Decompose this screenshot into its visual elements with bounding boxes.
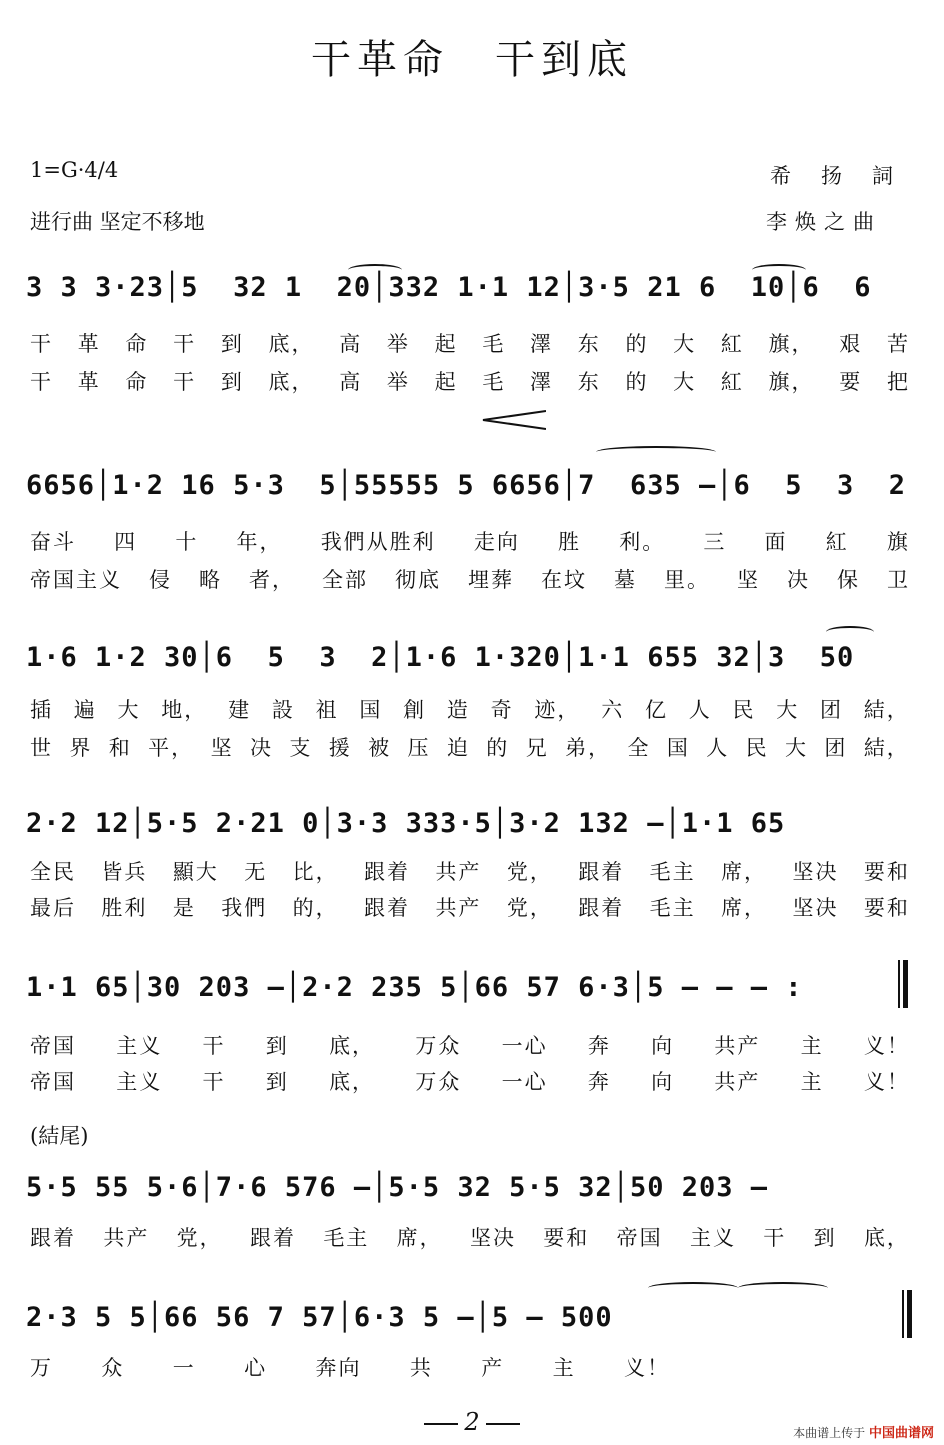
lyric-syllable: 最后: [30, 896, 76, 920]
lyric-syllable: 东: [577, 370, 601, 394]
lyric-syllable: 坚: [737, 568, 760, 592]
lyric-syllable: 年，: [236, 530, 283, 554]
lyric-syllable: 的，: [292, 896, 339, 920]
lyric-syllable: 向: [651, 1034, 675, 1058]
lyric-syllable: 六: [601, 698, 625, 722]
lyric-line-1: [30, 856, 910, 886]
lyric-syllable: 被: [368, 736, 392, 760]
lyric-syllable: 干: [202, 1034, 226, 1058]
lyric-syllable: 走向: [473, 530, 520, 554]
lyric-syllable: 是: [172, 896, 196, 920]
lyric-syllable: 义！: [863, 1034, 910, 1058]
lyric-syllable: 要和: [863, 896, 910, 920]
lyric-syllable: 弟，: [565, 736, 612, 760]
lyric-syllable: 艰: [839, 332, 863, 356]
staff-system-4: [26, 796, 920, 844]
lyric-line-2: [30, 732, 910, 762]
lyric-syllable: 跟着: [30, 1226, 76, 1250]
notation-line: 2·2 12│5·5 2·21 0│3·3 333·5│3·2 132 —│1·1 65: [26, 808, 786, 839]
lyric-line-2: [30, 1066, 910, 1096]
lyric-syllable: 略: [199, 568, 222, 592]
slur-mark: [348, 264, 402, 276]
site-watermark: [793, 1422, 934, 1441]
lyric-syllable: 人: [706, 736, 730, 760]
lyric-syllable: 設: [271, 698, 295, 722]
slur-mark: [752, 264, 806, 276]
lyric-syllable: 造: [446, 698, 470, 722]
lyric-syllable: 紅: [720, 370, 744, 394]
lyric-syllable: 万众: [415, 1070, 462, 1094]
lyric-syllable: 跟着: [578, 896, 625, 920]
lyric-syllable: 旗，: [768, 332, 815, 356]
lyric-syllable: 奔: [587, 1034, 611, 1058]
lyric-syllable: 干: [202, 1070, 226, 1094]
lyric-syllable: 帝国: [616, 1226, 663, 1250]
lyric-syllable: 墓: [614, 568, 637, 592]
lyric-syllable: 无: [244, 860, 268, 884]
lyric-syllable: 紅: [720, 332, 744, 356]
notation-line: 6656│1·2 16 5·3 5│55555 5 6656│7 635 —│6 5 3 2: [26, 470, 907, 501]
lyric-syllable: 革: [77, 332, 101, 356]
lyric-syllable: 旗: [886, 530, 910, 554]
tempo-marking: 进行曲 坚定不移地: [30, 210, 205, 234]
lyric-syllable: 的: [625, 332, 649, 356]
lyric-syllable: 民: [732, 698, 756, 722]
lyric-syllable: 結，: [863, 736, 910, 760]
lyric-syllable: 席，: [721, 896, 768, 920]
staff-system-3: [26, 630, 920, 678]
lyric-syllable: 全部: [322, 568, 368, 592]
lyric-syllable: 决: [249, 736, 273, 760]
lyric-syllable: 建: [228, 698, 252, 722]
lyric-syllable: 人: [688, 698, 712, 722]
lyric-syllable: 界: [69, 736, 93, 760]
staff-system-6: [26, 1160, 920, 1208]
staff-system-2: [26, 458, 920, 506]
lyric-syllable: 干: [763, 1226, 787, 1250]
lyric-line-2: [30, 892, 910, 922]
lyric-syllable: 起: [434, 370, 458, 394]
final-barline: [902, 1290, 912, 1338]
lyric-syllable: 主: [800, 1070, 824, 1094]
lyric-syllable: 举: [386, 370, 410, 394]
lyric-line-1: [30, 328, 910, 358]
lyric-syllable: 国: [359, 698, 383, 722]
lyric-syllable: 要和: [863, 860, 910, 884]
lyric-syllable: 祖: [315, 698, 339, 722]
lyric-line-1: [30, 1352, 670, 1382]
lyric-syllable: 产: [481, 1356, 505, 1380]
lyric-syllable: 共产: [103, 1226, 150, 1250]
notation-line: 2·3 5 5│66 56 7 57│6·3 5 —│5 — 500: [26, 1302, 613, 1333]
lyric-syllable: 支: [289, 736, 313, 760]
lyric-syllable: 毛主: [649, 860, 696, 884]
lyric-syllable: 义！: [624, 1356, 670, 1380]
lyric-syllable: 命: [125, 332, 149, 356]
lyric-syllable: 奋斗: [30, 530, 76, 554]
lyric-syllable: 主义: [116, 1070, 163, 1094]
lyric-syllable: 澤: [530, 332, 554, 356]
lyric-syllable: 埋葬: [468, 568, 514, 592]
lyric-syllable: 命: [125, 370, 149, 394]
page-title: 干革命 干到底: [311, 37, 633, 83]
lyric-line-1: [30, 1030, 910, 1060]
lyric-syllable: 坚决: [469, 1226, 516, 1250]
lyric-line-1: [30, 694, 910, 724]
lyric-syllable: 旗，: [768, 370, 815, 394]
lyric-syllable: 插: [30, 698, 53, 722]
lyric-syllable: 坚决: [792, 896, 839, 920]
lyric-syllable: 在坟: [541, 568, 587, 592]
lyric-syllable: 結，: [863, 698, 910, 722]
lyric-syllable: 主义: [689, 1226, 736, 1250]
lyric-line-2: [30, 366, 910, 396]
lyric-syllable: 利。: [619, 530, 666, 554]
lyric-syllable: 迹，: [534, 698, 581, 722]
lyric-syllable: 一心: [501, 1070, 548, 1094]
page-number: 2: [0, 1408, 944, 1436]
lyric-syllable: 共: [409, 1356, 433, 1380]
lyric-syllable: 毛主: [649, 896, 696, 920]
lyric-syllable: 干: [30, 370, 53, 394]
lyric-syllable: 三: [703, 530, 727, 554]
lyric-syllable: 起: [434, 332, 458, 356]
lyric-syllable: 和: [108, 736, 132, 760]
notation-line: 3 3 3·23│5 32 1 20│332 1·1 12│3·5 21 6 10│6 6: [26, 272, 872, 303]
lyric-syllable: 的: [625, 370, 649, 394]
lyric-syllable: 毛: [482, 332, 506, 356]
lyric-syllable: 底，: [863, 1226, 910, 1250]
lyric-syllable: 东: [577, 332, 601, 356]
lyric-syllable: 席，: [396, 1226, 443, 1250]
lyric-syllable: 帝国: [30, 1034, 76, 1058]
lyric-syllable: 压: [407, 736, 431, 760]
lyric-syllable: 毛主: [323, 1226, 370, 1250]
lyric-syllable: 胜: [558, 530, 582, 554]
lyric-syllable: 决: [787, 568, 810, 592]
lyric-syllable: 团: [820, 698, 844, 722]
lyric-line-1: [30, 526, 910, 556]
lyric-syllable: 跟着: [578, 860, 625, 884]
lyric-syllable: 团: [824, 736, 848, 760]
staff-system-7: [26, 1290, 920, 1338]
lyric-syllable: 奔: [587, 1070, 611, 1094]
lyric-syllable: 底，: [329, 1034, 376, 1058]
lyric-syllable: 高: [339, 332, 363, 356]
lyric-syllable: 創: [403, 698, 427, 722]
lyric-syllable: 我們: [221, 896, 268, 920]
lyric-syllable: 一心: [501, 1034, 548, 1058]
lyric-syllable: 大: [673, 332, 697, 356]
lyric-syllable: 万: [30, 1356, 53, 1380]
lyric-syllable: 卫: [887, 568, 910, 592]
lyric-syllable: 毛: [482, 370, 506, 394]
lyric-syllable: 迫: [446, 736, 470, 760]
notation-line: 1·1 65│30 203 —│2·2 235 5│66 57 6·3│5 — — — :: [26, 972, 803, 1003]
lyric-syllable: 到: [265, 1070, 289, 1094]
lyric-syllable: 众: [101, 1356, 125, 1380]
lyric-syllable: 高: [339, 370, 363, 394]
lyric-syllable: 主义: [116, 1034, 163, 1058]
lyric-syllable: 地，: [161, 698, 208, 722]
lyric-syllable: 保: [837, 568, 860, 592]
lyric-syllable: 党，: [506, 896, 553, 920]
lyric-syllable: 共产: [714, 1034, 761, 1058]
notation-line: 1·6 1·2 30│6 5 3 2│1·6 1·320│1·1 655 32│3 50: [26, 642, 855, 673]
lyric-syllable: 十: [175, 530, 199, 554]
lyric-syllable: 苦: [886, 332, 910, 356]
repeat-barline: [898, 960, 908, 1008]
lyric-syllable: 党，: [506, 860, 553, 884]
lyric-line-2: [30, 564, 910, 594]
lyric-syllable: 干: [30, 332, 53, 356]
lyric-syllable: 大: [673, 370, 697, 394]
lyric-syllable: 面: [764, 530, 788, 554]
lyric-syllable: 大: [785, 736, 809, 760]
lyric-syllable: 革: [77, 370, 101, 394]
lyric-syllable: 底，: [268, 370, 315, 394]
lyric-syllable: 民: [745, 736, 769, 760]
slur-mark: [596, 446, 716, 458]
lyricist-credit: 希扬詞: [770, 164, 923, 188]
lyric-syllable: 干: [173, 370, 197, 394]
composer-credit: 李焕之曲: [766, 210, 882, 234]
lyric-syllable: 要和: [543, 1226, 590, 1250]
lyric-syllable: 到: [813, 1226, 837, 1250]
lyric-syllable: 侵: [149, 568, 172, 592]
lyric-syllable: 兄: [525, 736, 549, 760]
lyric-syllable: 共产: [714, 1070, 761, 1094]
lyric-syllable: 万众: [415, 1034, 462, 1058]
lyric-syllable: 坚: [210, 736, 234, 760]
lyric-syllable: 共产: [435, 896, 482, 920]
lyric-syllable: 遍: [73, 698, 97, 722]
slur-mark: [826, 626, 874, 638]
lyric-syllable: 主: [800, 1034, 824, 1058]
lyric-syllable: 者，: [249, 568, 295, 592]
lyric-syllable: 共产: [435, 860, 482, 884]
lyric-syllable: 主: [552, 1356, 576, 1380]
lyric-syllable: 世: [30, 736, 53, 760]
notation-line: 5·5 55 5·6│7·6 576 —│5·5 32 5·5 32│50 203 —: [26, 1172, 768, 1203]
lyric-syllable: 援: [328, 736, 352, 760]
lyric-syllable: 里。: [664, 568, 710, 592]
lyric-syllable: 皆兵: [101, 860, 148, 884]
lyric-syllable: 到: [220, 332, 244, 356]
lyric-syllable: 全民: [30, 860, 76, 884]
lyric-syllable: 底，: [329, 1070, 376, 1094]
lyric-line-1: [30, 1222, 910, 1252]
lyric-syllable: 顯大: [172, 860, 219, 884]
lyric-syllable: 帝国主义: [30, 568, 122, 592]
lyric-syllable: 帝国: [30, 1070, 76, 1094]
lyric-syllable: 大: [776, 698, 800, 722]
lyric-syllable: 干: [173, 332, 197, 356]
lyric-syllable: 一: [172, 1356, 196, 1380]
lyric-syllable: 跟着: [364, 860, 411, 884]
lyric-syllable: 全: [627, 736, 651, 760]
lyric-syllable: 奔向: [315, 1356, 362, 1380]
lyric-syllable: 坚决: [792, 860, 839, 884]
lyric-syllable: 举: [386, 332, 410, 356]
lyric-syllable: 心: [244, 1356, 268, 1380]
lyric-syllable: 平，: [148, 736, 195, 760]
lyric-syllable: 跟着: [364, 896, 411, 920]
lyric-syllable: 党，: [176, 1226, 223, 1250]
lyric-syllable: 义！: [863, 1070, 910, 1094]
lyric-syllable: 要: [839, 370, 863, 394]
lyric-syllable: 到: [265, 1034, 289, 1058]
lyric-syllable: 跟着: [249, 1226, 296, 1250]
lyric-syllable: 比，: [292, 860, 339, 884]
crescendo-hairpin-icon: [482, 410, 546, 430]
watermark-site: 中国曲谱网: [868, 1426, 934, 1441]
lyric-syllable: 到: [220, 370, 244, 394]
lyric-syllable: 的: [486, 736, 510, 760]
lyric-syllable: 底，: [268, 332, 315, 356]
lyric-syllable: 紅: [825, 530, 849, 554]
watermark-prefix: 本曲谱上传于: [793, 1426, 866, 1440]
lyric-syllable: 胜利: [101, 896, 148, 920]
lyric-syllable: 大: [117, 698, 141, 722]
lyric-syllable: 向: [651, 1070, 675, 1094]
lyric-syllable: 亿: [644, 698, 668, 722]
lyric-syllable: 奇: [490, 698, 514, 722]
coda-label: (結尾): [30, 1124, 89, 1148]
lyric-syllable: 席，: [721, 860, 768, 884]
staff-system-5: [26, 960, 920, 1008]
lyric-syllable: 澤: [530, 370, 554, 394]
key-signature: 1=G·4/4: [30, 158, 119, 182]
lyric-syllable: 四: [114, 530, 138, 554]
lyric-syllable: 彻底: [395, 568, 441, 592]
lyric-syllable: 国: [666, 736, 690, 760]
lyric-syllable: 我們从胜利: [320, 530, 436, 554]
lyric-syllable: 把: [886, 370, 910, 394]
